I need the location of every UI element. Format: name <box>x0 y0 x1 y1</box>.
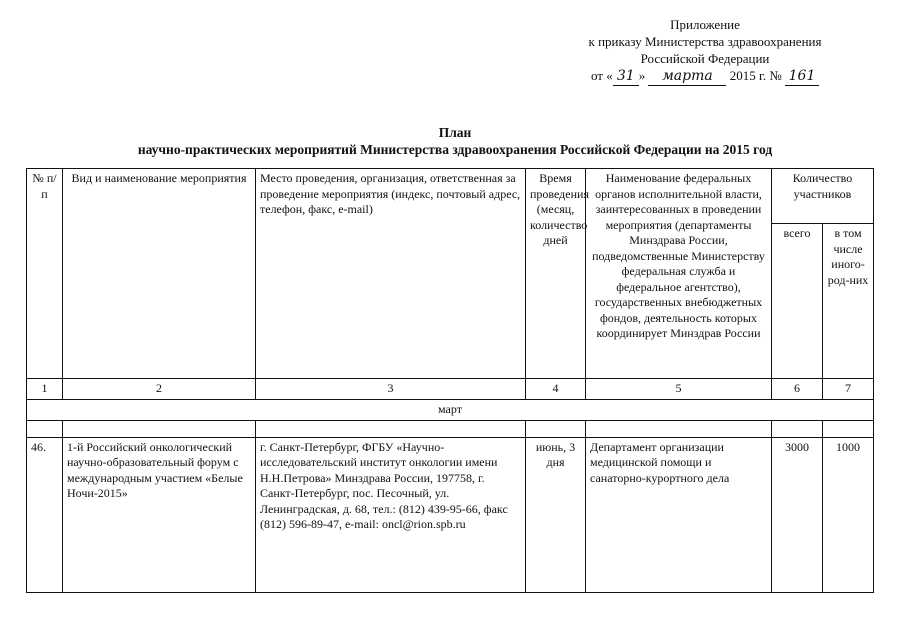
header-authority: Наименование федеральных органов исполнительной власти, заинтересованных в проведении мероприятия (департаменты Минздрава России, подведомственные Министерству федеральная служба и федеральное агентство), государственных внебюджетных фондов, деятельность которых координирует Минздрав России <box>586 169 772 379</box>
appendix-title: Приложение <box>670 17 740 32</box>
column-number: 7 <box>823 379 874 400</box>
date-day: 31 <box>613 68 639 86</box>
column-number: 4 <box>526 379 586 400</box>
date-sep: » <box>638 68 646 83</box>
header-kind: Вид и наименование мероприятия <box>63 169 256 379</box>
title-line-1: План <box>438 125 472 140</box>
appendix-header <box>540 16 870 86</box>
column-number-row <box>27 379 874 400</box>
row-number: 46. <box>27 437 63 592</box>
header-row <box>27 169 874 224</box>
participants-foreign: 1000 <box>823 437 874 592</box>
event-name: 1-й Российский онкологический научно-образовательный форум с международным участием «Белые Ночи-2015» <box>63 437 256 592</box>
appendix-date-line <box>540 67 870 86</box>
header-participants: Количество участников <box>772 169 874 224</box>
section-month: март <box>27 399 874 420</box>
table-row <box>27 437 874 592</box>
event-authority: Департамент организации медицинской помощи и санаторно-курортного дела <box>586 437 772 592</box>
date-year: 2015 г. № <box>729 68 782 83</box>
event-time: июнь, 3 дня <box>526 437 586 592</box>
event-place: г. Санкт-Петербург, ФГБУ «Научно-исследовательский институт онкологии имени Н.Н.Петрова» Минздрава России, 197758, г. Санкт-Петербург, пос. Песочный, ул. Ленинградская, д. 68, тел.: (812) 439-95-66, факс (812) 596-89-47, e-mail: oncl@rion.spb.ru <box>256 437 526 592</box>
column-number: 5 <box>586 379 772 400</box>
section-row <box>27 399 874 420</box>
appendix-country: Российской Федерации <box>640 51 770 66</box>
date-month: марта <box>648 68 726 86</box>
spacer-row <box>27 420 874 437</box>
date-prefix: от « <box>590 68 613 83</box>
header-time: Время проведения (месяц, количество дней <box>526 169 586 379</box>
appendix-order: к приказу Министерства здравоохранения <box>588 34 822 49</box>
column-number: 2 <box>63 379 256 400</box>
header-total: всего <box>772 224 823 379</box>
participants-total: 3000 <box>772 437 823 592</box>
header-foreign: в том числе иного-род-них <box>823 224 874 379</box>
plan-table <box>26 168 874 593</box>
column-number: 6 <box>772 379 823 400</box>
header-num: № п/п <box>27 169 63 379</box>
title-line-2: научно-практических мероприятий Министерства здравоохранения Российской Федерации на 2015 год <box>137 142 773 157</box>
header-place: Место проведения, организация, ответственная за проведение мероприятия (индекс, почтовый адрес, телефон, факс, e-mail) <box>256 169 526 379</box>
document-title <box>60 124 850 158</box>
column-number: 1 <box>27 379 63 400</box>
order-number: 161 <box>785 68 819 86</box>
column-number: 3 <box>256 379 526 400</box>
